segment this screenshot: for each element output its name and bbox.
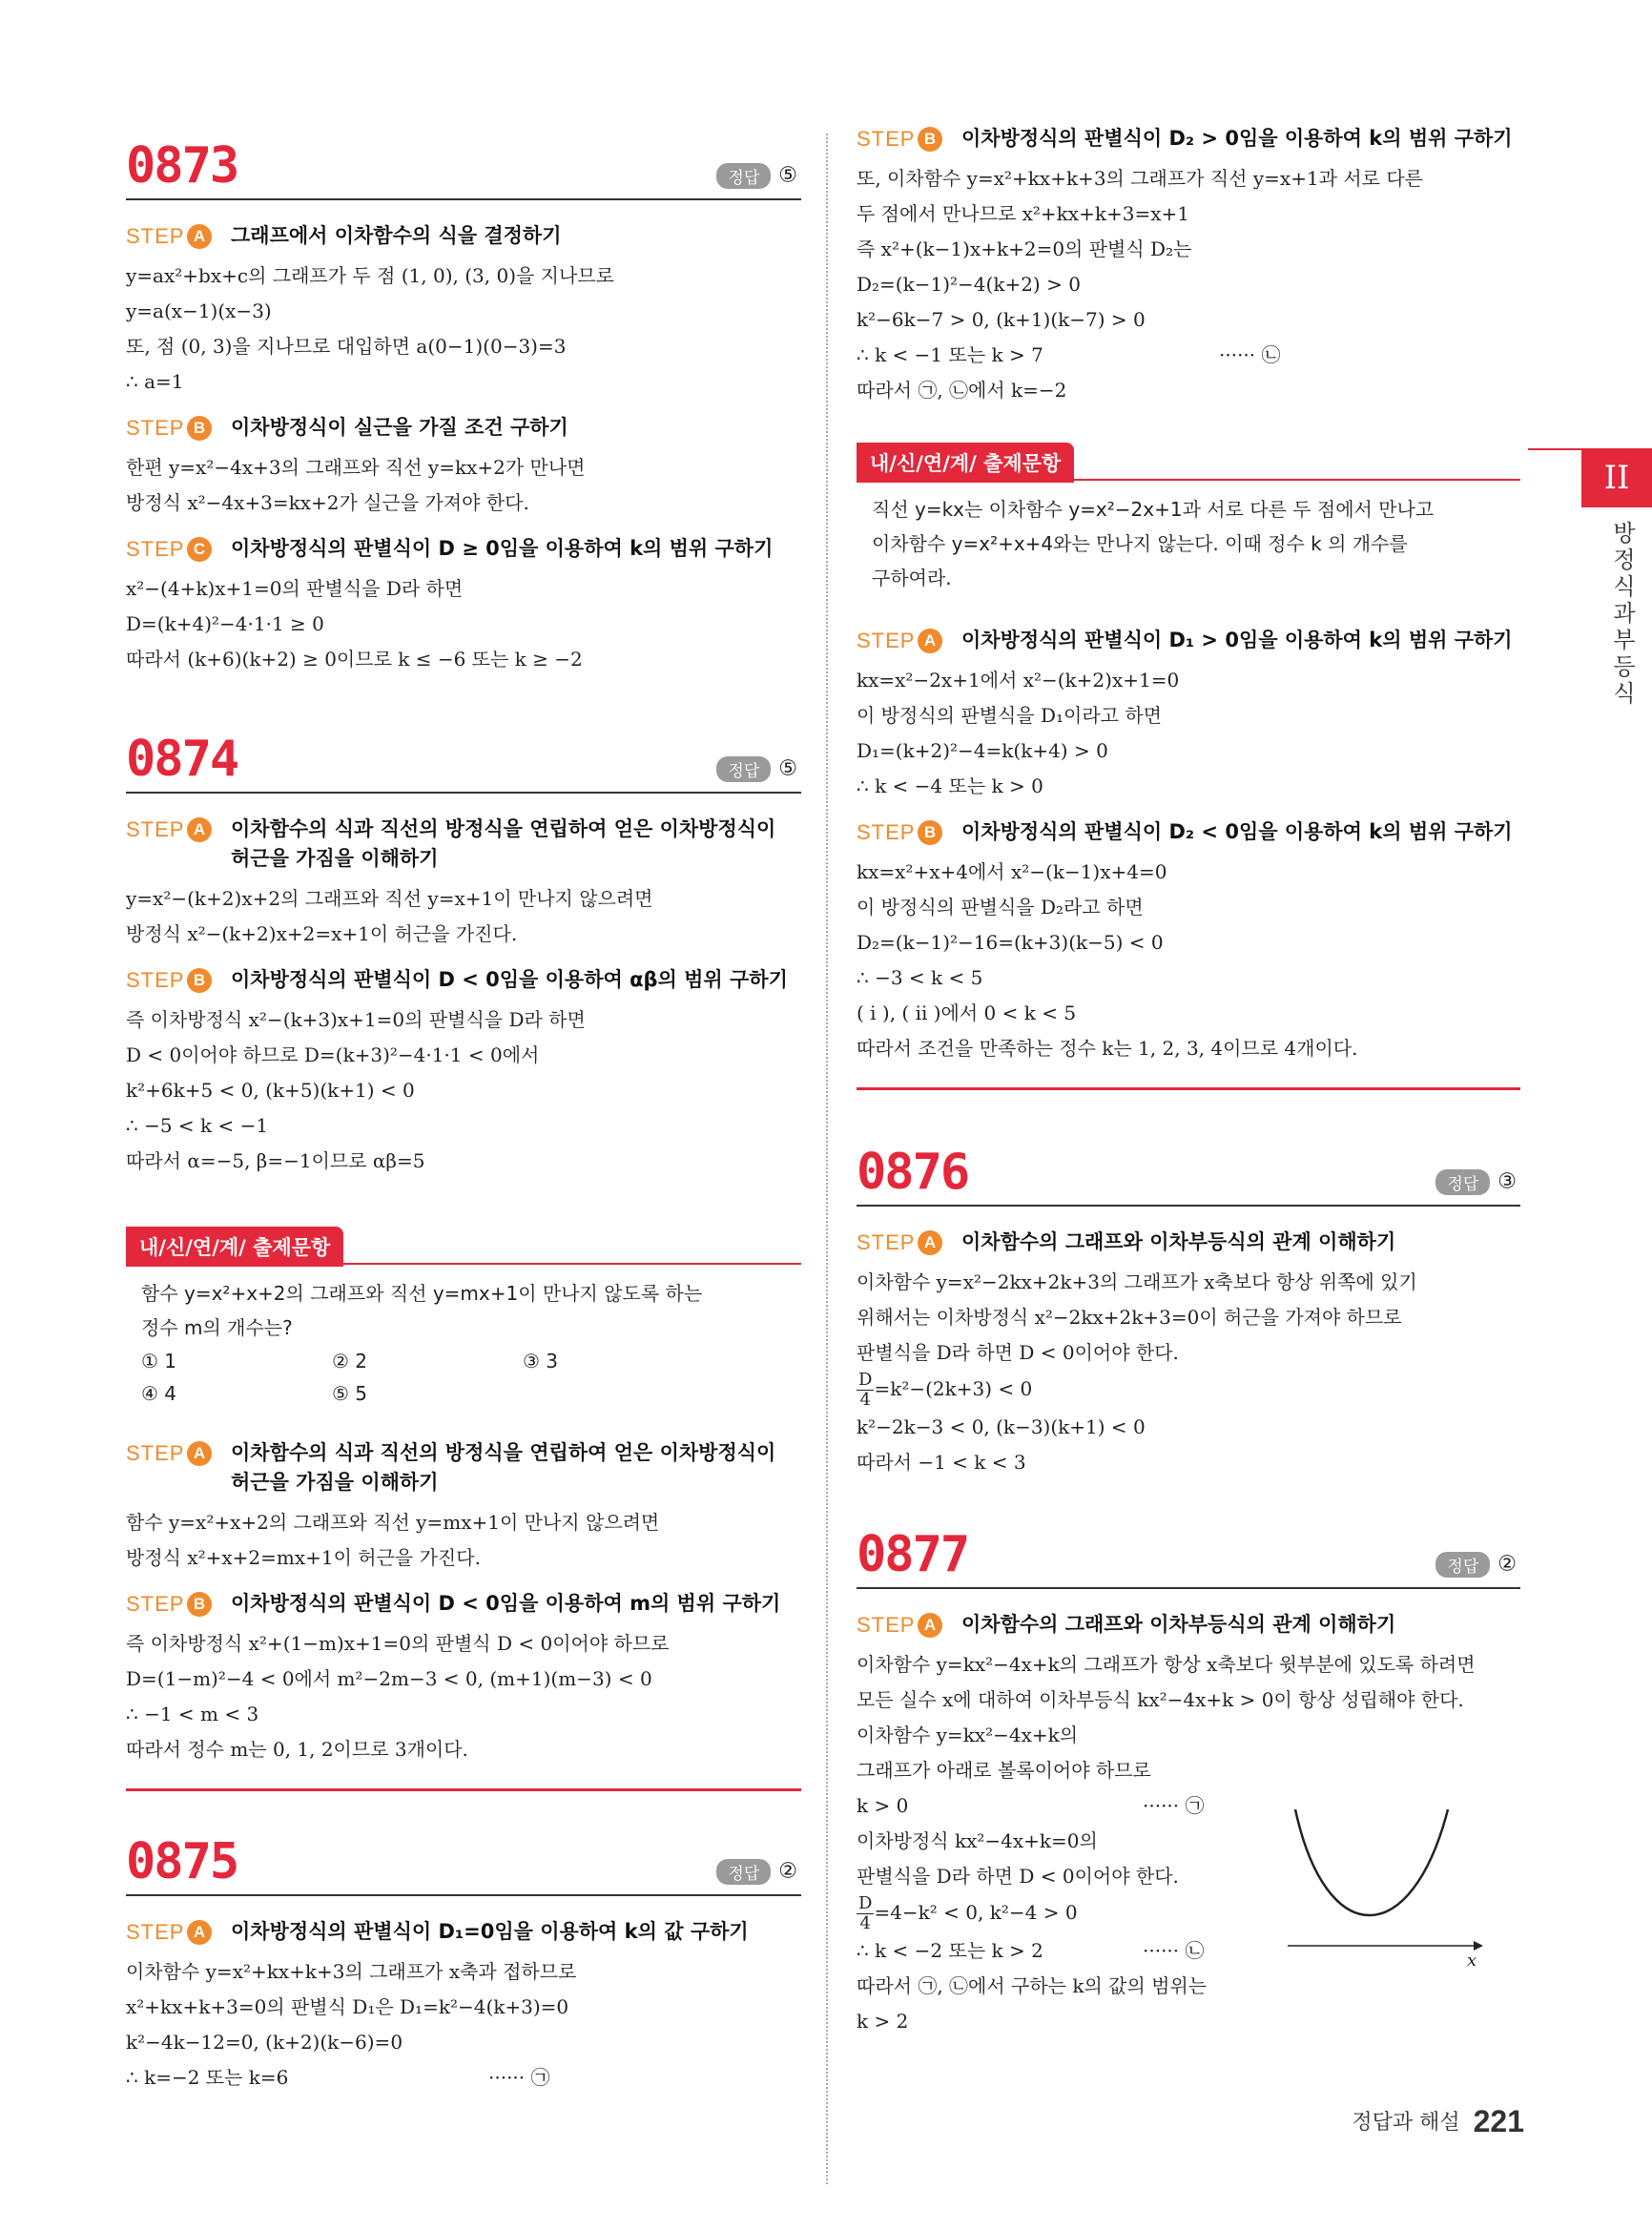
solution-line: 방정식 x²+x+2=mx+1이 허근을 가진다. <box>126 1546 481 1569</box>
step-title: 이차방정식의 판별식이 D₂ > 0임을 이용하여 k의 범위 구하기 <box>961 127 1513 150</box>
problem-0875 <box>126 1829 801 2096</box>
answer-badge <box>716 163 797 189</box>
step-letter-icon: B <box>918 127 942 152</box>
step-title: 그래프에서 이차함수의 식을 결정하기 <box>231 224 562 247</box>
chapter-title: 방정식과 부등식 <box>1613 520 1636 707</box>
step-title: 이차함수의 그래프와 이차부등식의 관계 이해하기 <box>961 1613 1396 1636</box>
step-letter-icon: A <box>918 1613 942 1638</box>
step-tag: STEP B <box>126 965 212 995</box>
step-letter-icon: B <box>918 820 942 845</box>
solution-line: D₂=(k−1)²−4(k+2) > 0 <box>857 273 1081 296</box>
step-tag: STEP A <box>126 221 212 251</box>
step-tag: STEP A <box>857 1228 942 1257</box>
problem-number: 0874 <box>126 731 238 788</box>
parabola-graph <box>1288 1807 1488 1970</box>
step-letter-icon: B <box>187 968 212 993</box>
step-letter-icon: B <box>187 416 212 441</box>
question-line: 이차함수 y=x²+x+4와는 만나지 않는다. 이때 정수 k 의 개수를 <box>872 532 1408 555</box>
step-letter-icon: A <box>187 1441 212 1466</box>
step-title: 이차방정식의 판별식이 D ≥ 0임을 이용하여 k의 범위 구하기 <box>231 537 774 560</box>
link-label: 내/신/연/계/ 출제문항 <box>126 1227 343 1267</box>
question-line: 구하여라. <box>872 567 952 589</box>
solution-line: ∴ −3 < k < 5 <box>857 966 983 989</box>
problem-number: 0876 <box>857 1144 969 1201</box>
step-letter-icon: A <box>918 1230 942 1255</box>
choice[interactable]: ④ 4 <box>141 1382 177 1405</box>
answer-badge <box>1435 1552 1517 1578</box>
step-b <box>857 124 1520 154</box>
solution-line: 이 방정식의 판별식을 D₂라고 하면 <box>857 896 1144 919</box>
solution-line: D < 0이어야 하므로 D=(k+3)²−4·1·1 < 0에서 <box>126 1043 540 1066</box>
step-tag: STEP B <box>857 124 942 154</box>
answer-pill: 정답 <box>716 1859 771 1885</box>
x-axis-arrow-icon <box>1474 1941 1483 1951</box>
answer-pill: 정답 <box>716 163 771 189</box>
step-letter-icon: A <box>187 817 212 842</box>
step-title: 이차방정식의 판별식이 D₁ > 0임을 이용하여 k의 범위 구하기 <box>961 629 1513 651</box>
solution-line: ∴ k < −4 또는 k > 0 <box>857 774 1043 797</box>
step-title: 이차방정식의 판별식이 D₁=0임을 이용하여 k의 값 구하기 <box>231 1920 749 1943</box>
step-a <box>857 1610 1520 1640</box>
page-number: 221 <box>1473 2104 1524 2138</box>
solution-line: 이 방정식의 판별식을 D₁이라고 하면 <box>857 704 1162 727</box>
answer-pill: 정답 <box>1435 1552 1490 1578</box>
step-c <box>126 534 801 564</box>
step-a <box>126 815 801 874</box>
solution-line: 한편 y=x²−4x+3의 그래프와 직선 y=kx+2가 만나면 <box>126 456 586 479</box>
solution-line: 판별식을 D라 하면 D < 0이어야 한다. <box>857 1341 1179 1364</box>
solution-line: 또, 점 (0, 3)을 지나므로 대입하면 a(0−1)(0−3)=3 <box>126 335 567 358</box>
step-tag: STEP A <box>126 1917 212 1947</box>
solution-line: ∴ −1 < m < 3 <box>126 1703 259 1725</box>
problem-header <box>126 134 801 200</box>
step-title: 이차방정식이 실근을 가질 조건 구하기 <box>231 416 568 439</box>
solution-line: 이차방정식 kx²−4x+k=0의 <box>857 1829 1098 1852</box>
step-title: 이차함수의 식과 직선의 방정식을 연립하여 얻은 이차방정식이 허근을 가짐을 이해하기 <box>231 817 776 870</box>
solution-line: 즉 이차방정식 x²−(k+3)x+1=0의 판별식을 D라 하면 <box>126 1008 586 1031</box>
problem-header <box>857 1140 1520 1207</box>
answer-pill: 정답 <box>716 756 771 782</box>
solution-line: k²−4k−12=0, (k+2)(k−6)=0 <box>126 2031 403 2054</box>
footer-label: 정답과 해설 <box>1352 2111 1460 2135</box>
problem-header <box>126 1829 801 1896</box>
solution-line: D₂=(k−1)²−16=(k+3)(k−5) < 0 <box>857 931 1164 954</box>
solution-line: 방정식 x²−(k+2)x+2=x+1이 허근을 가진다. <box>126 922 518 945</box>
step-title: 이차방정식의 판별식이 D < 0임을 이용하여 m의 범위 구하기 <box>231 1592 781 1615</box>
solution-line: y=x²−(k+2)x+2의 그래프와 직선 y=x+1이 만나지 않으려면 <box>126 887 653 910</box>
solution-line: 방정식 x²−4x+3=kx+2가 실근을 가져야 한다. <box>126 491 529 514</box>
step-b <box>126 965 801 995</box>
question-line: 정수 m의 개수는? <box>141 1316 293 1339</box>
step-b <box>126 413 801 443</box>
answer-value: ② <box>778 1859 797 1884</box>
answer-value: ⑤ <box>778 163 797 188</box>
step-a <box>126 221 801 251</box>
step-title: 이차함수의 그래프와 이차부등식의 관계 이해하기 <box>961 1230 1396 1253</box>
parabola-curve <box>1295 1809 1448 1915</box>
step-tag: STEP B <box>857 817 942 847</box>
solution-line: x²+kx+k+3=0의 판별식 D₁은 D₁=k²−4(k+3)=0 <box>126 1995 569 2018</box>
x-axis-label: x <box>1467 1951 1477 1970</box>
solution-line: k > 0 ······ ㉠ <box>857 1788 1520 1824</box>
choice[interactable]: ② 2 <box>332 1350 368 1373</box>
fraction-line: $\frac{D}{4}$ =k²−(2k+3) < 0 <box>858 1370 1033 1410</box>
link-question <box>126 1267 801 1345</box>
solution-line: 그래프가 아래로 볼록이어야 하므로 <box>857 1759 1151 1782</box>
step-a <box>857 1228 1520 1257</box>
linked-problem-1 <box>126 1227 801 1791</box>
solution-line: x²−(4+k)x+1=0의 판별식을 D라 하면 <box>126 577 464 600</box>
left-column <box>126 134 801 2096</box>
solution-line: 따라서 ㉠, ㉡에서 k=−2 <box>857 379 1067 402</box>
chapter-tab-rule <box>1528 448 1581 450</box>
link-label: 내/신/연/계/ 출제문항 <box>857 443 1074 483</box>
solution-line: D=(k+4)²−4·1·1 ≥ 0 <box>126 612 324 635</box>
step-tag: STEP B <box>126 413 212 443</box>
solution-line: 두 점에서 만나므로 x²+kx+k+3=x+1 <box>857 202 1189 225</box>
choice[interactable]: ① 1 <box>141 1350 177 1373</box>
answer-badge <box>716 1859 797 1885</box>
equation-marker: ······ ㉡ <box>1143 1939 1205 1962</box>
solution-line: 즉 x²+(k−1)x+k+2=0의 판별식 D₂는 <box>857 237 1192 260</box>
step-title: 이차함수의 식과 직선의 방정식을 연립하여 얻은 이차방정식이 허근을 가짐을 이해하기 <box>231 1441 776 1494</box>
step-tag: STEP A <box>857 1610 942 1640</box>
solution-line: 이차함수 y=kx²−4x+k의 <box>857 1724 1079 1746</box>
answer-value: ② <box>1497 1552 1517 1577</box>
step-tag: STEP A <box>126 1438 212 1468</box>
solution-line: 이차함수 y=kx²−4x+k의 그래프가 항상 x축보다 윗부분에 있도록 하려면 <box>857 1653 1476 1676</box>
solution-line: 따라서 정수 m는 0, 1, 2이므로 3개이다. <box>126 1738 468 1761</box>
step-letter-icon: A <box>918 629 942 653</box>
step-a <box>857 626 1520 655</box>
step-tag: STEP A <box>857 626 942 655</box>
equation-marker: ······ ㉠ <box>1143 1794 1205 1817</box>
solution-line: kx=x²+x+4에서 x²−(k−1)x+4=0 <box>857 860 1167 883</box>
section-end-rule <box>126 1788 801 1791</box>
solution-line: k²+6k+5 < 0, (k+5)(k+1) < 0 <box>126 1079 415 1102</box>
solution-line: kx=x²−2x+1에서 x²−(k+2)x+1=0 <box>857 669 1180 692</box>
solution-line: D=(1−m)²−4 < 0에서 m²−2m−3 < 0, (m+1)(m−3) < 0 <box>126 1667 652 1690</box>
solution-line: 따라서 (k+6)(k+2) ≥ 0이므로 k ≤ −6 또는 k ≥ −2 <box>126 648 583 671</box>
question-line: 직선 y=kx는 이차함수 y=x²−2x+1과 서로 다른 두 점에서 만나고 <box>872 498 1435 521</box>
step-a <box>126 1438 801 1497</box>
step-letter-icon: A <box>187 224 212 249</box>
problem-header <box>857 1522 1520 1589</box>
step-letter-icon: B <box>187 1592 212 1617</box>
solution-line: k > 2 <box>857 2010 909 2033</box>
question-line: 함수 y=x²+x+2의 그래프와 직선 y=mx+1이 만나지 않도록 하는 <box>141 1282 703 1305</box>
choice[interactable]: ③ 3 <box>523 1350 559 1373</box>
solution-line: ∴ k < −1 또는 k > 7 ······ ㉡ <box>857 338 1520 373</box>
problem-0876 <box>857 1140 1520 1480</box>
problem-0875-continued <box>857 124 1520 408</box>
choice[interactable]: ⑤ 5 <box>332 1382 368 1405</box>
problem-number: 0877 <box>857 1526 969 1583</box>
solution-line: 따라서 조건을 만족하는 정수 k는 1, 2, 3, 4이므로 4개이다. <box>857 1037 1358 1060</box>
equation-marker: ······ ㉠ <box>488 2066 550 2089</box>
solution-line: ∴ k < −2 또는 k > 2 ······ ㉡ <box>857 1933 1520 1969</box>
problem-0873 <box>126 134 801 677</box>
solution-line: 따라서 −1 < k < 3 <box>857 1451 1026 1474</box>
section-end-rule <box>857 1087 1520 1090</box>
problem-header <box>126 727 801 794</box>
step-letter-icon: A <box>187 1920 212 1945</box>
equation-marker: ······ ㉡ <box>1219 343 1281 366</box>
problem-number: 0873 <box>126 137 238 195</box>
link-question <box>857 483 1520 595</box>
step-b <box>857 817 1520 847</box>
step-tag: STEP C <box>126 534 212 564</box>
solution-line: ∴ a=1 <box>126 370 184 393</box>
linked-problem-2 <box>857 443 1520 1090</box>
solution-line: 즉 이차방정식 x²+(1−m)x+1=0의 판별식 D < 0이어야 하므로 <box>126 1632 670 1655</box>
solution-line: k²−2k−3 < 0, (k−3)(k+1) < 0 <box>857 1415 1146 1438</box>
step-title: 이차방정식의 판별식이 D₂ < 0임을 이용하여 k의 범위 구하기 <box>961 820 1513 843</box>
answer-value: ③ <box>1497 1169 1517 1194</box>
step-letter-icon: C <box>187 537 212 562</box>
solution-line: 이차함수 y=x²+kx+k+3의 그래프가 x축과 접하므로 <box>126 1960 577 1983</box>
fraction: $\frac{D}{4}$ <box>858 1370 873 1410</box>
answer-value: ⑤ <box>778 756 797 781</box>
answer-badge <box>716 756 797 782</box>
step-tag: STEP B <box>126 1589 212 1619</box>
solution-line: 함수 y=x²+x+2의 그래프와 직선 y=mx+1이 만나지 않으려면 <box>126 1511 660 1534</box>
solution-line: ∴ −5 < k < −1 <box>126 1114 269 1137</box>
solution-line: 판별식을 D라 하면 D < 0이어야 한다. <box>857 1865 1179 1888</box>
right-column <box>857 127 1520 2039</box>
step-b <box>126 1589 801 1619</box>
answer-badge <box>1435 1169 1517 1195</box>
answer-pill: 정답 <box>1435 1169 1490 1195</box>
solution-line: k²−6k−7 > 0, (k+1)(k−7) > 0 <box>857 308 1146 331</box>
solution-line: 모든 실수 x에 대하여 이차부등식 kx²−4x+k > 0이 항상 성립해야 한다. <box>857 1688 1464 1711</box>
fraction-line: $\frac{D}{4}$ =4−k² < 0, k²−4 > 0 <box>858 1893 1078 1933</box>
column-divider <box>826 134 828 2184</box>
solution-line: ∴ k=−2 또는 k=6 ······ ㉠ <box>126 2060 801 2096</box>
solution-line: D₁=(k+2)²−4=k(k+4) > 0 <box>857 739 1108 762</box>
solution-line: 또, 이차함수 y=x²+kx+k+3의 그래프가 직선 y=x+1과 서로 다른 <box>857 167 1423 190</box>
page-footer <box>1352 2104 1524 2139</box>
step-title: 이차방정식의 판별식이 D < 0임을 이용하여 αβ의 범위 구하기 <box>231 968 788 991</box>
step-tag: STEP A <box>126 815 212 844</box>
step-a <box>126 1917 801 1947</box>
problem-number: 0875 <box>126 1833 238 1890</box>
chapter-tab[interactable]: II <box>1581 448 1652 507</box>
solution-line: y=a(x−1)(x−3) <box>126 299 272 322</box>
solution-line: 따라서 α=−5, β=−1이므로 αβ=5 <box>126 1149 425 1172</box>
problem-0874 <box>126 727 801 1179</box>
solution-line: 위해서는 이차방정식 x²−2kx+2k+3=0이 허근을 가져야 하므로 <box>857 1306 1402 1329</box>
fraction: $\frac{D}{4}$ <box>858 1893 873 1933</box>
choices <box>126 1345 801 1410</box>
solution-line: 따라서 ㉠, ㉡에서 구하는 k의 값의 범위는 <box>857 1974 1208 1997</box>
solution-line: ( i ), ( ii )에서 0 < k < 5 <box>857 1001 1077 1024</box>
solution-line: 이차함수 y=x²−2kx+2k+3의 그래프가 x축보다 항상 위쪽에 있기 <box>857 1270 1417 1293</box>
solution-line: y=ax²+bx+c의 그래프가 두 점 (1, 0), (3, 0)을 지나므로 <box>126 264 614 287</box>
